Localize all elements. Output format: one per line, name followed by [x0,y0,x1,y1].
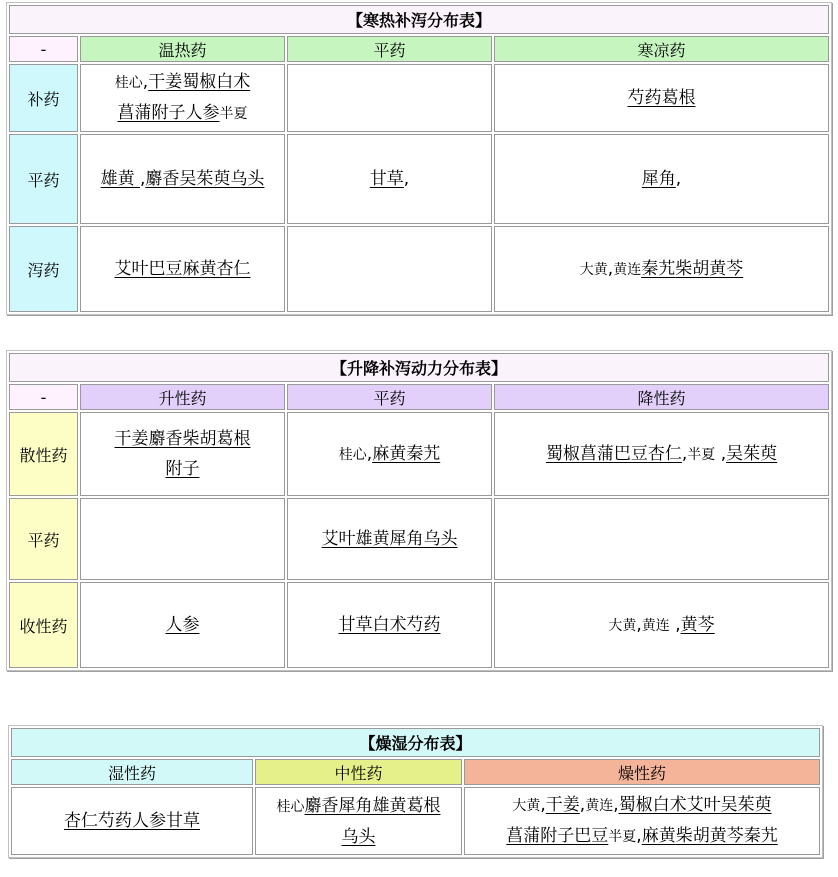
row-header-tonify: 补药 [9,64,78,132]
cold-heat-table [6,2,832,315]
herb-name: 吴茱萸 [720,795,772,815]
cell [494,582,829,668]
herb-name: 巴豆 [613,443,648,464]
herb-name: 麝香 [148,429,183,449]
cell [494,64,829,132]
herb-name: 吴茱萸 [726,443,778,464]
herb-name: 雄黄 [372,795,407,816]
herb-name: 巴豆 [148,259,183,279]
col-header-descend: 降性药 [494,384,829,410]
herb-name: 甘草 [369,169,404,189]
cell [494,498,829,580]
herb-name: 葛根 [216,429,251,449]
herb-text: 大黄 [608,617,637,634]
table-title: 【寒热补泻分布表】 [9,5,829,34]
herb-name: 艾叶 [686,795,721,815]
herb-name: 附子 [165,459,200,479]
herb-name: 干姜 [545,795,580,815]
herb-name: 黄芩 [680,614,715,635]
herb-name: 雄黄 [355,529,390,549]
herb-name: 犀角 [389,529,424,549]
row-header-neutral: 平药 [9,134,78,224]
herb-name: 麻黄 [372,443,407,464]
cell [80,226,285,312]
row-header-neutral: 平药 [9,498,78,580]
herb-name: 干姜 [114,429,149,449]
herb-text: , [607,258,614,279]
herb-text: , [675,169,682,189]
herb-name: 干姜 [148,72,183,92]
col-header-cold: 寒凉药 [494,36,829,62]
herb-text: , [140,169,146,189]
corner-cell: - [9,36,78,62]
herb-text: 半夏 [219,106,248,122]
cell [287,64,492,132]
herb-name: 杏仁 [64,811,98,831]
herb-name: 柴胡 [182,429,217,449]
herb-name: 芍药 [98,811,132,831]
herb-name: 吴茱萸 [179,169,231,189]
herb-name: 麝香 [304,795,339,816]
col-header-neutral: 平药 [287,36,492,62]
herb-name: 黄芩 [709,258,744,279]
herb-name: 人参 [132,811,166,831]
cell [287,226,492,312]
cell [287,412,492,496]
cell [11,787,253,855]
row-header-purge: 泻药 [9,226,78,312]
herb-text: , [715,443,727,464]
herb-name: 葛根 [661,88,696,108]
herb-name: 黄芩 [709,826,744,846]
corner-cell: - [9,384,78,410]
herb-text: 桂心 [114,75,143,91]
cell [80,582,285,668]
cell [80,412,285,496]
herb-name: 甘草 [338,615,373,635]
cell [287,134,492,224]
herb-name: 犀角 [641,169,676,189]
herb-text: , [681,443,688,464]
herb-text: , [669,614,681,635]
herb-name: 白术 [216,72,251,92]
cell [494,412,829,496]
cell [255,787,462,855]
dry-wet-table [8,725,823,858]
herb-name: 乌头 [423,529,458,549]
herb-text: 半夏 [608,829,637,845]
herb-text: , [403,169,410,189]
col-header-neutral: 平药 [287,384,492,410]
herb-name: 麻黄 [182,259,217,279]
herb-name: 秦艽 [406,443,441,464]
herb-name: 秦艽 [641,258,676,279]
cell [80,498,285,580]
herb-name: 甘草 [166,811,200,831]
herb-name: 麝香 [145,169,180,189]
herb-text: , [579,795,586,815]
herb-name: 菖蒲 [506,826,541,846]
herb-text: , [366,443,373,464]
herb-name: 蜀椒 [182,72,217,92]
col-header-ascend: 升性药 [80,384,285,410]
herb-name: 菖蒲 [579,443,614,464]
herb-name: 人参 [165,615,200,635]
col-header-warm: 温热药 [80,36,285,62]
herb-text: 黄连 [613,261,642,278]
cell [464,787,820,855]
herb-text: 桂心 [276,798,305,815]
cell [80,64,285,132]
col-header-mid: 中性药 [255,759,462,785]
herb-text: 黄连 [585,798,614,814]
herb-name: 蜀椒 [545,443,580,464]
herb-text: 大黄 [512,798,541,814]
table-title: 【升降补泻动力分布表】 [9,353,829,382]
herb-name: 葛根 [406,795,441,816]
herb-name: 艾叶 [321,529,356,549]
herb-text: 桂心 [338,446,367,463]
herb-name: 乌头 [341,826,376,847]
herb-name: 菖蒲 [117,103,152,123]
cell [494,134,829,224]
herb-name: 杏仁 [647,443,682,464]
col-header-wet: 湿性药 [11,759,253,785]
cell [287,498,492,580]
herb-name: 白术 [372,615,407,635]
herb-text: 黄连 [641,617,670,634]
herb-name: 巴豆 [574,826,609,846]
herb-text: 大黄 [579,261,608,278]
herb-name: 芍药 [627,88,662,108]
herb-name: 艾叶 [114,259,149,279]
herb-name: 人参 [185,103,220,123]
col-header-dry: 燥性药 [464,759,820,785]
herb-name: 乌头 [230,169,265,189]
herb-name: 柴胡 [675,258,710,279]
herb-name: 秦艽 [743,826,778,846]
herb-name: 雄黄 [100,169,140,189]
herb-text: , [636,826,642,846]
herb-text: , [613,795,619,815]
cell [494,226,829,312]
cell [80,134,285,224]
ascend-descend-table [6,350,832,671]
herb-name: 蜀椒 [618,795,653,815]
herb-name: 白术 [652,795,687,815]
cell [287,582,492,668]
herb-text: , [540,795,546,815]
herb-name: 柴胡 [675,826,710,846]
herb-name: 芍药 [406,615,441,635]
herb-text: , [142,72,149,92]
row-header-astringe: 收性药 [9,582,78,668]
herb-name: 麻黄 [641,826,676,846]
herb-name: 犀角 [338,795,373,816]
herb-text: 半夏 [687,446,716,463]
herb-name: 附子 [540,826,575,846]
herb-name: 杏仁 [216,259,251,279]
herb-text: , [636,614,642,635]
table-title: 【燥湿分布表】 [11,728,820,757]
herb-name: 附子 [151,103,186,123]
row-header-disperse: 散性药 [9,412,78,496]
